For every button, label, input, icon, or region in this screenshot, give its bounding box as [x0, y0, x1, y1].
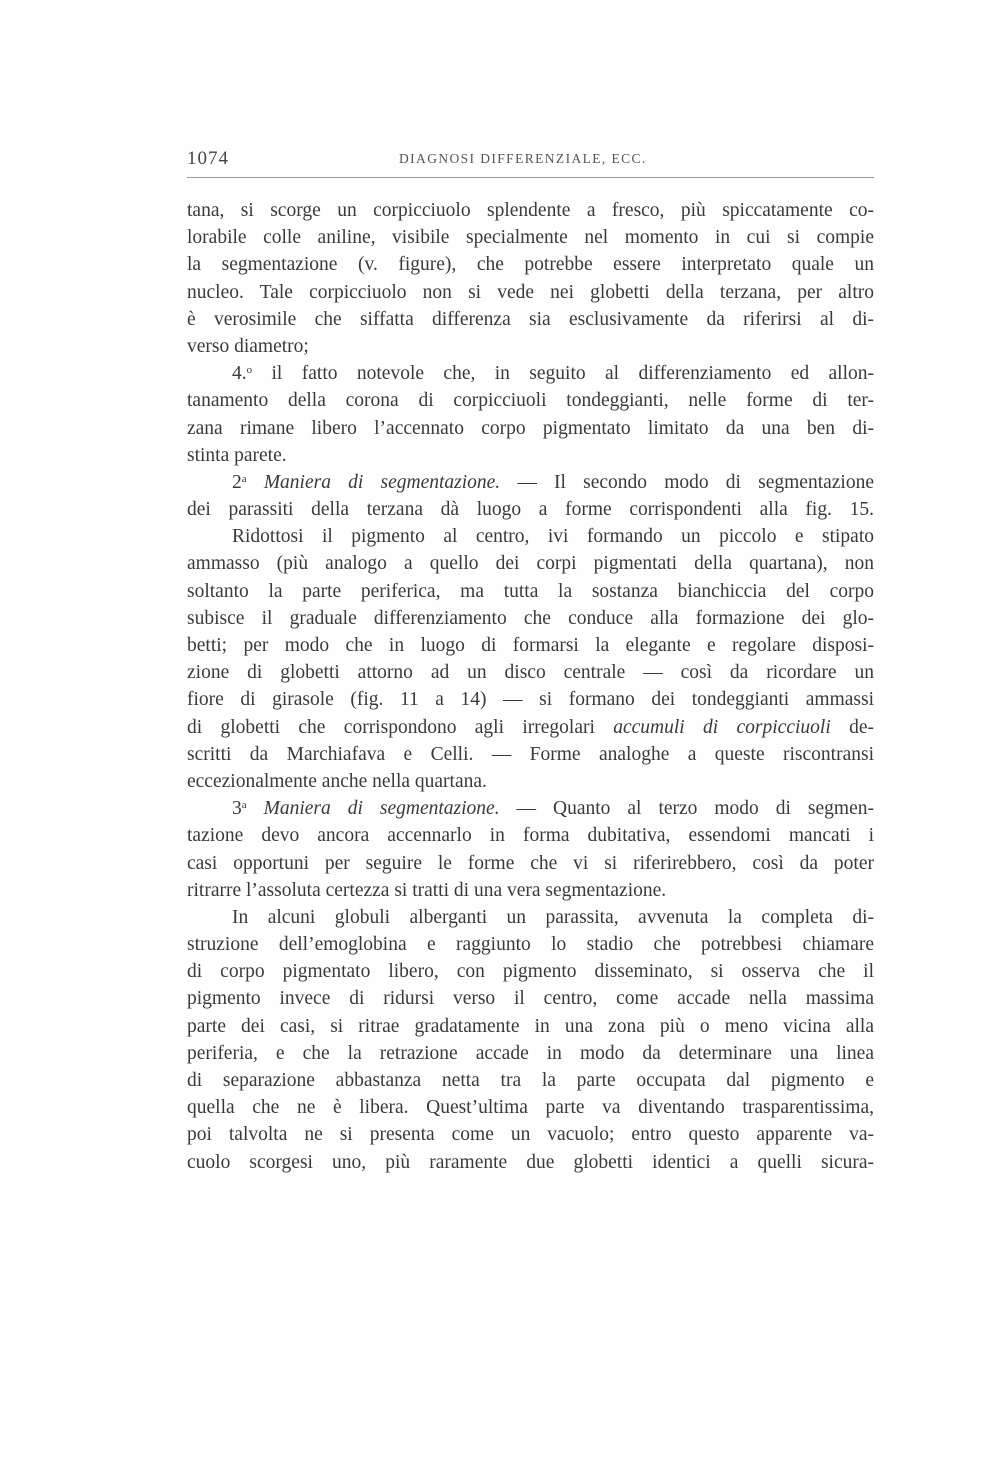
- page-number: 1074: [187, 148, 229, 169]
- item-number: 2: [232, 471, 242, 493]
- text-line: tazione devo ancora accennarlo in forma dubitativa, essendomi mancati i: [187, 825, 874, 847]
- section-heading-line: [187, 795, 874, 822]
- body-text: [187, 197, 874, 1176]
- running-head: DIAGNOSI DIFFERENZIALE, ECC.: [399, 151, 647, 166]
- text-line: nucleo. Tale corpicciuolo non si vede nei globetti della terzana, per altro: [187, 281, 874, 303]
- text-line: di separazione abbastanza netta tra la parte occupata dal pigmento e: [187, 1070, 874, 1091]
- text-line: betti; per modo che in luogo di formarsi la elegante e regolare disposi-: [187, 635, 874, 656]
- ordinal-superscript: a: [241, 472, 247, 485]
- section-title: Maniera di segmentazione.: [246, 471, 501, 493]
- text-line: dei parassiti della terzana dà luogo a forme corrispondenti alla fig. 15.: [187, 499, 874, 521]
- text-line: la segmentazione (v. figure), che potrebbe essere interpretato quale un: [187, 254, 874, 276]
- text-line: poi talvolta ne si presenta come un vacuolo; entro questo apparente va-: [187, 1124, 874, 1146]
- section-title: Maniera di segmentazione.: [246, 798, 500, 820]
- italic-term: accumuli di corpicciuoli: [613, 716, 831, 738]
- text-line: è verosimile che siffatta differenza sia esclusivamente da riferirsi al di-: [187, 308, 874, 330]
- text-line: eccezionalmente anche nella quartana.: [187, 770, 487, 792]
- text-line: casi opportuni per seguire le forme che vi si riferirebbero, così da poter: [187, 852, 874, 874]
- text-line: pigmento invece di ridursi verso il centro, come accade nella massima: [187, 988, 874, 1010]
- text-line: periferia, e che la retrazione accade in modo da determinare una linea: [187, 1042, 874, 1064]
- header-rule: [187, 177, 874, 178]
- line-text: di globetti che corrispondono agli irregolari: [187, 716, 614, 738]
- text-line: ammasso (più analogo a quello dei corpi pigmentati della quartana), non: [187, 553, 874, 575]
- text-line: verso diametro;: [187, 335, 309, 357]
- line-text: — Quanto al terzo modo di segmen-: [499, 798, 874, 820]
- text-line: di corpo pigmentato libero, con pigmento disseminato, si osserva che il: [187, 961, 874, 983]
- text-line: ritrarre l’assoluta certezza si tratti di una vera segmentazione.: [187, 879, 667, 901]
- ordinal-superscript: o: [246, 364, 253, 377]
- text-line: parte dei casi, si ritrae gradatamente in una zona più o meno vicina alla: [187, 1015, 874, 1037]
- text-line: stinta parete.: [187, 444, 287, 466]
- text-line: [187, 714, 874, 741]
- text-line: In alcuni globuli alberganti un parassita, avvenuta la completa di-: [232, 906, 874, 928]
- text-line: [187, 360, 874, 387]
- line-text: il fatto notevole che, in seguito al differenziamento ed allon-: [252, 363, 874, 385]
- text-line: tanamento della corona di corpicciuoli tondeggianti, nelle forme di ter-: [187, 390, 874, 412]
- text-line: struzione dell’emoglobina e raggiunto lo stadio che potrebbesi chiamare: [187, 934, 874, 956]
- text-line: soltanto la parte periferica, ma tutta la sostanza bianchiccia del corpo: [187, 580, 874, 602]
- text-line: scritti da Marchiafava e Celli. — Forme analoghe a queste riscontransi: [187, 743, 874, 765]
- line-text: de-: [830, 716, 874, 738]
- page-header: [187, 148, 874, 176]
- text-line: subisce il graduale differenziamento che conduce alla formazione dei glo-: [187, 607, 874, 629]
- text-line: tana, si scorge un corpicciuolo splendente a fresco, più spiccatamente co-: [187, 200, 874, 221]
- ordinal-superscript: a: [241, 799, 247, 812]
- item-number: 4.: [232, 363, 247, 385]
- text-line: lorabile colle aniline, visibile specialmente nel momento in cui si compie: [187, 227, 874, 249]
- text-line: cuolo scorgesi uno, più raramente due globetti identici a quelli sicura-: [187, 1151, 874, 1173]
- text-line: fiore di girasole (fig. 11 a 14) — si formano dei tondeggianti ammassi: [187, 689, 874, 711]
- text-line: quella che ne è libera. Quest’ultima parte va diventando trasparentissima,: [187, 1097, 874, 1119]
- text-line: zana rimane libero l’accennato corpo pigmentato limitato da una ben di-: [187, 417, 874, 439]
- text-line: Ridottosi il pigmento al centro, ivi formando un piccolo e stipato: [232, 526, 874, 548]
- text-line: zione di globetti attorno ad un disco centrale — così da ricordare un: [187, 662, 874, 684]
- section-heading-line: [187, 469, 874, 496]
- item-number: 3: [232, 798, 242, 820]
- line-text: — Il secondo modo di segmentazione: [500, 471, 875, 493]
